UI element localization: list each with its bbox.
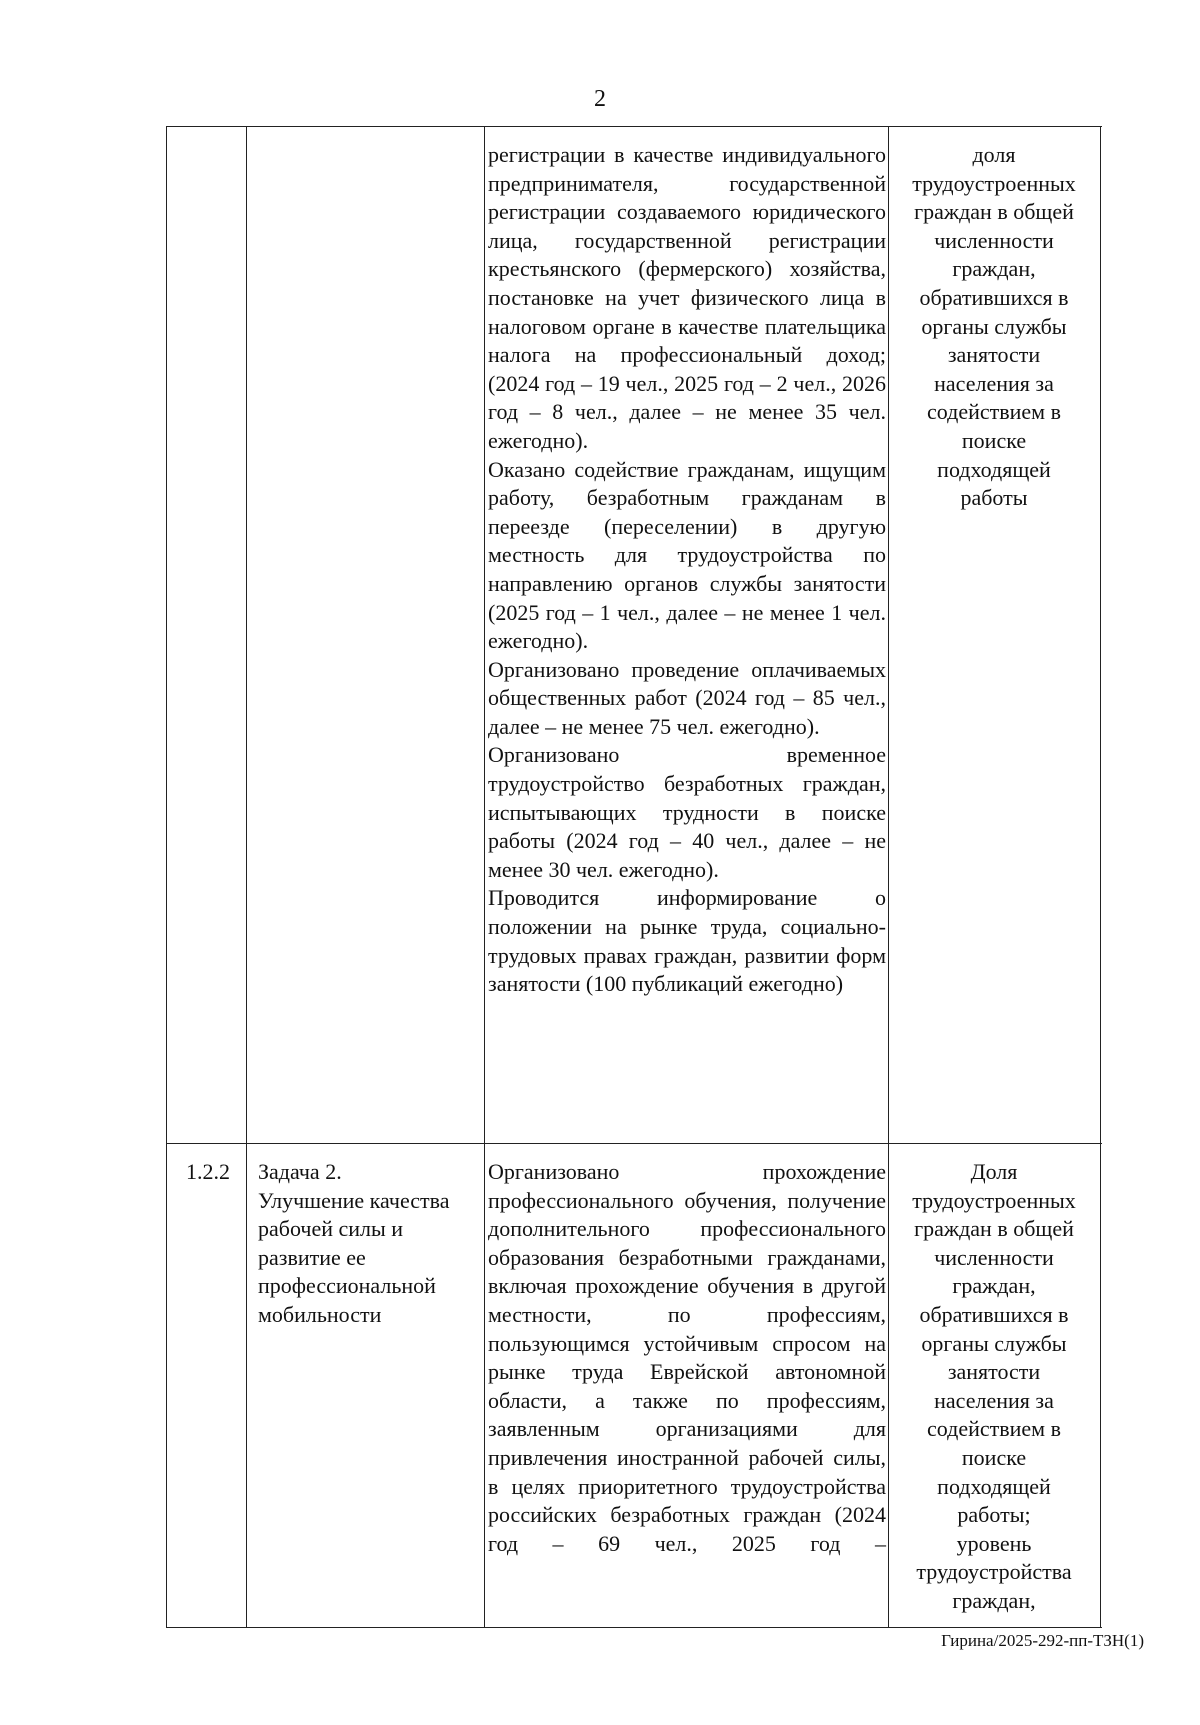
indicator-line: обратившихся в [919, 284, 1069, 310]
indicator-line: трудоустроенных [912, 170, 1076, 196]
task-line: Задача 2. [258, 1159, 342, 1184]
row-number [172, 127, 244, 141]
indicator-line: населения за [934, 370, 1054, 396]
task-line: развитие ее [258, 1244, 366, 1270]
indicator-line: органы службы [921, 1330, 1067, 1356]
indicator-line: Доля [970, 1159, 1018, 1184]
indicator-line: численности [934, 1244, 1054, 1270]
document-footer: Гирина/2025-292-пп-ТЗН(1) [941, 1631, 1144, 1650]
measure-paragraph: Оказано содействие гражданам, ищущим работу, безработным гражданам в переезде (переселении) в другую местность для трудоустройства по направлению органов службы занятости (2025 год – 1 чел., далее – не менее 1 чел. ежегодно). [488, 456, 886, 654]
indicator-line: доля [972, 142, 1016, 167]
indicator-line: содействием в [927, 399, 1061, 425]
indicator-cell [890, 1144, 1098, 1616]
measures-cell [488, 127, 886, 999]
indicator-line: содействием в [927, 1416, 1061, 1442]
indicator-line: подходящей [937, 1473, 1051, 1499]
indicator-line: населения за [934, 1387, 1054, 1413]
indicator-line: подходящей [937, 456, 1051, 482]
indicator-line: обратившихся в [919, 1301, 1069, 1327]
table-row [166, 126, 1102, 1144]
indicator-line: занятости [947, 342, 1041, 368]
indicator-line: работы [960, 485, 1028, 511]
indicator-line: трудоустройства [916, 1559, 1072, 1585]
indicator-line: численности [934, 227, 1054, 253]
indicator-line: уровень [956, 1530, 1032, 1556]
task-line: мобильности [258, 1301, 382, 1327]
row-number: 1.2.2 [186, 1159, 230, 1184]
task-line: профессиональной [258, 1273, 436, 1299]
indicator-line: граждан в общей [914, 199, 1074, 225]
indicator-line: поиске [961, 1444, 1027, 1470]
indicator-line: поиске [961, 427, 1027, 453]
indicator-line: занятости [947, 1359, 1041, 1385]
indicator-line: граждан, [952, 1273, 1036, 1299]
indicator-line: граждан в общей [914, 1216, 1074, 1242]
measure-paragraph: регистрации в качестве индивидуального предпринимателя, государственной регистрации создаваемого юридического лица, государственной регистрации крестьянского (фермерского) хозяйства, постановке на учет физического лица в налоговом органе в качестве плательщика налога на профессиональный доход; (2024 год – 19 чел., 2025 год – 2 чел., 2026 год – 8 чел., далее – не менее 35 чел. ежегодно). [488, 142, 886, 453]
measure-paragraph: Организовано прохождение профессионального обучения, получение дополнительного профессионального образования безработными гражданами, включая прохождение обучения в другой местности, по профессиям, пользующимся устойчивым спросом на рынке труда Еврейской автономной области, а также по профессиям, заявленным организациями для привлечения иностранной рабочей силы, в целях приоритетного трудоустройства российских безработных граждан (2024 год – 69 чел., 2025 год – [488, 1159, 886, 1556]
indicator-line: работы; [957, 1502, 1031, 1528]
measure-paragraph: Организовано временное трудоустройство безработных граждан, испытывающих трудности в поиске работы (2024 год – 40 чел., далее – не менее 30 чел. ежегодно). [488, 742, 886, 882]
measures-cell [488, 1144, 886, 1558]
indicator-line: органы службы [921, 313, 1067, 339]
task-line: рабочей силы и [258, 1216, 404, 1242]
measure-paragraph: Проводится информирование о положении на рынке труда, социально-трудовых правах граждан, развитии форм занятости (100 публикаций ежегодно) [488, 885, 886, 997]
measure-paragraph: Организовано проведение оплачиваемых общественных работ (2024 год – 85 чел., далее – не менее 75 чел. ежегодно). [488, 656, 886, 739]
table-row [166, 1143, 1102, 1628]
indicator-line: граждан, [952, 256, 1036, 282]
indicator-line: трудоустроенных [912, 1187, 1076, 1213]
indicator-line: граждан, [952, 1587, 1036, 1613]
page-number: 2 [594, 86, 606, 112]
indicator-cell [890, 127, 1098, 513]
task-cell [258, 1144, 480, 1330]
task-line: Улучшение качества [258, 1187, 450, 1213]
